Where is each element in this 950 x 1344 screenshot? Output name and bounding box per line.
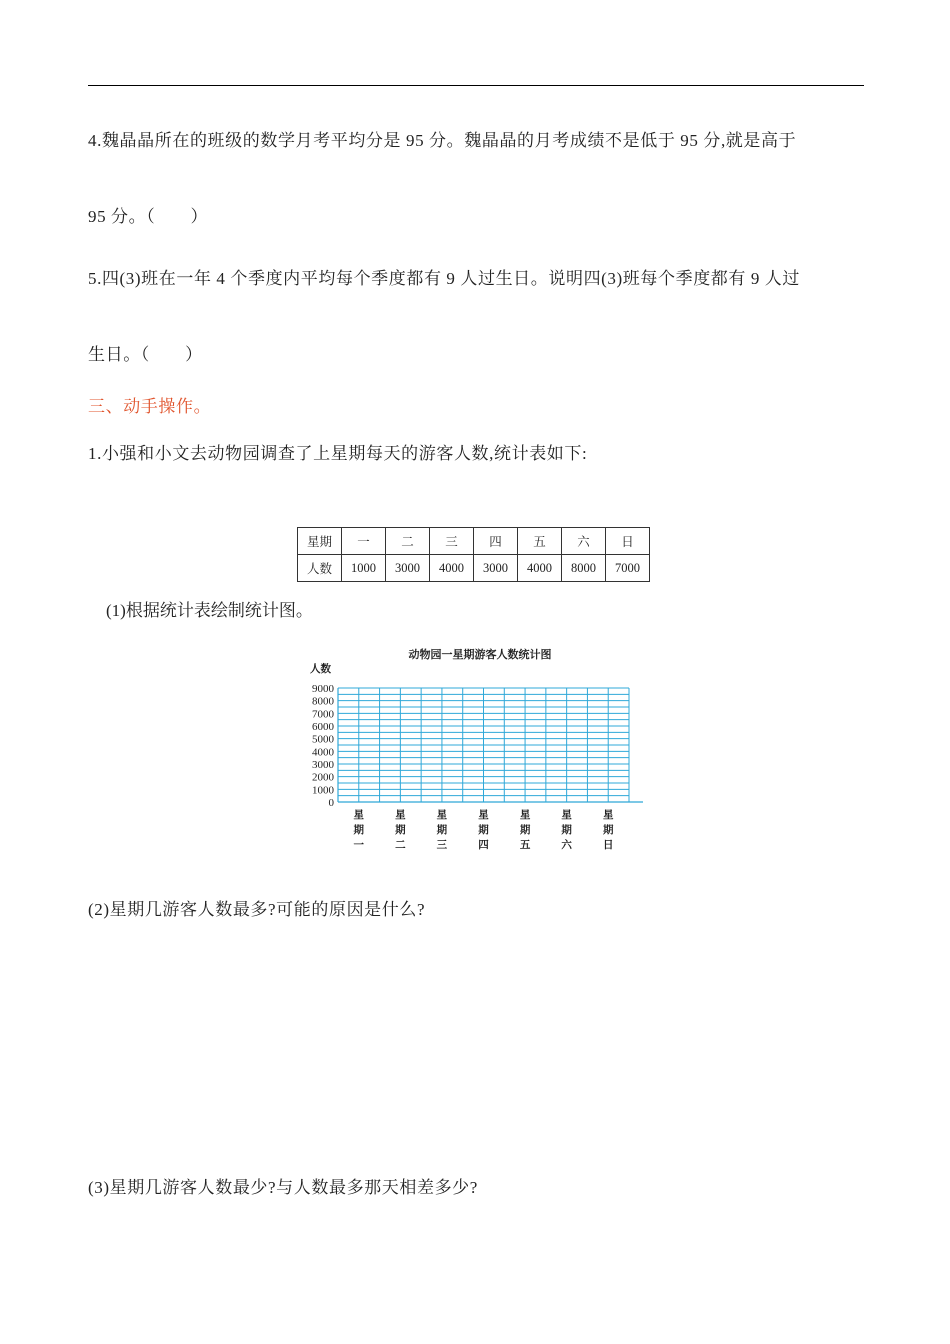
question-4-line-2: 95 分。（ ） (88, 207, 209, 226)
x-category-label: 星 (602, 809, 614, 821)
y-tick-label: 2000 (312, 771, 334, 784)
table-row-label: 人数 (298, 555, 342, 582)
table-count: 3000 (474, 555, 518, 582)
table-count-row (298, 555, 650, 582)
x-category-label: 星 (561, 809, 572, 821)
table-day: 二 (386, 528, 430, 555)
chart-title: 动物园一星期游客人数统计图 (408, 648, 552, 661)
table-day: 五 (518, 528, 562, 555)
x-category-label: 日 (602, 839, 614, 851)
x-category-label: 三 (436, 839, 448, 851)
y-tick-label: 7000 (312, 708, 334, 721)
x-category-label: 五 (519, 839, 531, 851)
header-rule (88, 85, 864, 86)
section-3-title: 三、动手操作。 (88, 397, 212, 416)
x-category-label: 期 (436, 824, 448, 836)
table-day: 三 (430, 528, 474, 555)
x-category-label: 二 (395, 839, 406, 851)
sub-question-3: (3)星期几游客人数最少?与人数最多那天相差多少? (88, 1178, 478, 1197)
x-category-label: 一 (353, 839, 365, 851)
sub-question-2: (2)星期几游客人数最多?可能的原因是什么? (88, 900, 426, 919)
x-category-label: 四 (478, 839, 489, 851)
table-day: 一 (342, 528, 386, 555)
visitor-bar-chart (300, 640, 660, 860)
y-tick-label: 9000 (312, 683, 334, 695)
y-tick-label: 4000 (312, 746, 334, 759)
table-count: 4000 (430, 555, 474, 582)
question-5-line-1: 5.四(3)班在一年 4 个季度内平均每个季度都有 9 人过生日。说明四(3)班每个季度都有 9 人过 (88, 269, 800, 288)
question-5-line-2: 生日。（ ） (88, 345, 203, 364)
x-category-label: 期 (602, 824, 614, 836)
y-tick-label: 3000 (312, 759, 334, 771)
x-category-label: 星 (353, 809, 365, 821)
y-tick-label: 0 (328, 797, 334, 809)
table-header-label: 星期 (298, 528, 342, 555)
x-category-label: 期 (478, 824, 489, 836)
x-category-label: 星 (395, 809, 406, 821)
x-category-label: 星 (478, 809, 489, 821)
visitor-stats-table (297, 527, 650, 582)
x-category-label: 星 (519, 809, 531, 821)
sub-question-1: (1)根据统计表绘制统计图。 (106, 601, 313, 620)
table-count: 7000 (606, 555, 650, 582)
y-tick-label: 6000 (312, 721, 334, 733)
x-category-label: 期 (561, 824, 572, 836)
chart-ylabel: 人数 (310, 663, 331, 675)
x-category-label: 期 (519, 824, 531, 836)
table-header-row (298, 528, 650, 555)
y-tick-label: 5000 (312, 733, 334, 746)
x-category-label: 期 (353, 824, 365, 836)
x-category-label: 星 (436, 809, 448, 821)
table-day: 六 (562, 528, 606, 555)
table-count: 8000 (562, 555, 606, 582)
x-category-label: 六 (561, 839, 572, 851)
table-count: 3000 (386, 555, 430, 582)
section-3-question-1: 1.小强和小文去动物园调查了上星期每天的游客人数,统计表如下: (88, 444, 588, 463)
table-count: 4000 (518, 555, 562, 582)
table-count: 1000 (342, 555, 386, 582)
table-day: 四 (474, 528, 518, 555)
y-tick-label: 1000 (312, 784, 334, 797)
x-category-label: 期 (395, 824, 406, 836)
y-tick-label: 8000 (312, 695, 334, 708)
table-day: 日 (606, 528, 650, 555)
question-4-line-1: 4.魏晶晶所在的班级的数学月考平均分是 95 分。魏晶晶的月考成绩不是低于 95 分,就是高于 (88, 131, 797, 150)
